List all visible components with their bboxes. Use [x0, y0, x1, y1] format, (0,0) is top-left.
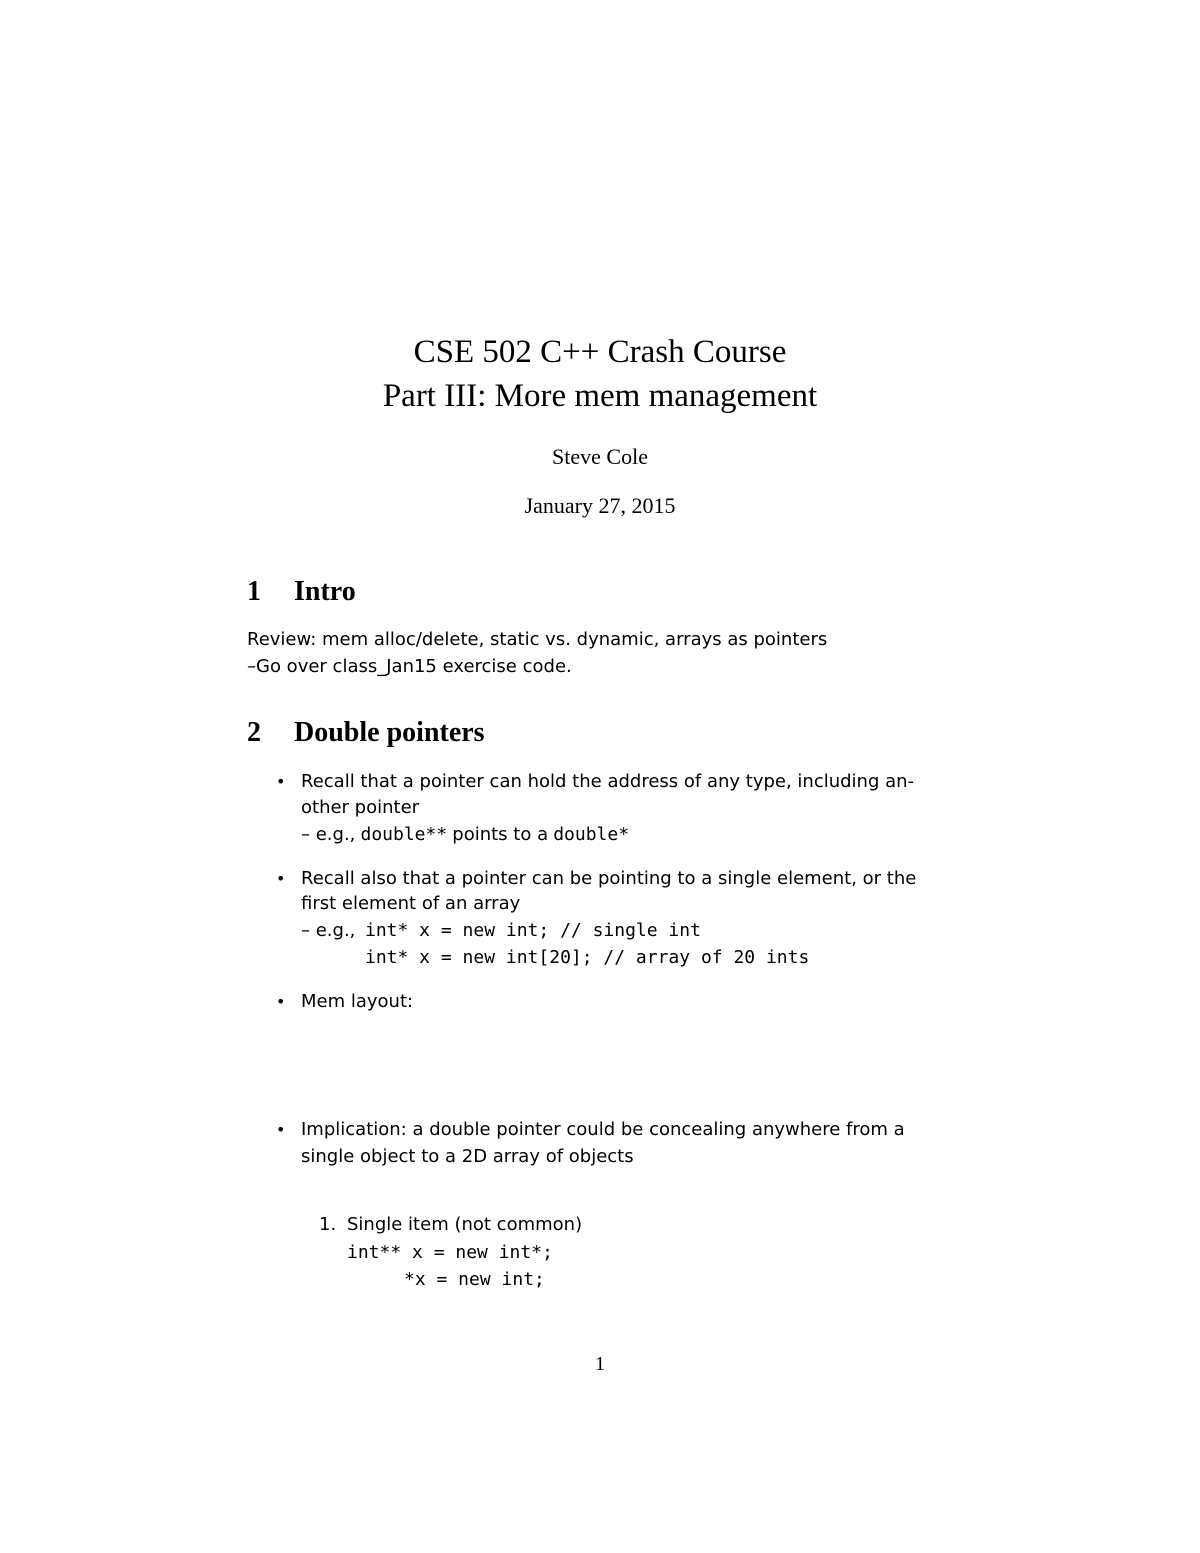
bullet-marker: •	[276, 869, 286, 888]
bullet-1-example-mid: points to a	[452, 824, 549, 845]
section-1-title: Intro	[294, 576, 356, 607]
bullet-1-line1: Recall that a pointer can hold the address of any type, including an-	[301, 771, 915, 792]
enum-1-title: Single item (not common)	[347, 1214, 583, 1235]
bullet-2-example-prefix: – e.g.,	[301, 920, 356, 941]
bullet-1-example-prefix: – e.g.,	[301, 824, 356, 845]
bullet-2-code-line2: int* x = new int[20]; // array of 20 ints	[365, 947, 810, 968]
section-1-number: 1	[247, 576, 261, 607]
bullet-2-line2: first element of an array	[301, 893, 521, 914]
page-number: 1	[595, 1353, 605, 1375]
document-title-line2: Part III: More mem management	[382, 378, 818, 414]
document-author: Steve Cole	[552, 444, 648, 469]
bullet-marker: •	[276, 1120, 286, 1139]
bullet-1-example-code1: double**	[360, 824, 448, 845]
bullet-1-example-code2: double*	[553, 824, 630, 845]
section-2-title: Double pointers	[294, 717, 485, 748]
bullet-2-code-line1: int* x = new int; // single int	[365, 920, 701, 941]
intro-exercise-line: –Go over class_Jan15 exercise code.	[247, 656, 572, 677]
intro-review-line: Review: mem alloc/delete, static vs. dynamic, arrays as pointers	[247, 629, 828, 650]
bullet-3-line1: Mem layout:	[301, 991, 414, 1012]
bullet-1-line2: other pointer	[301, 797, 420, 818]
bullet-marker: •	[276, 772, 286, 791]
bullet-1-example	[301, 822, 629, 848]
enum-1-code-line1: int** x = new int*;	[347, 1242, 553, 1263]
bullet-2-line1: Recall also that a pointer can be pointing to a single element, or the	[301, 868, 917, 889]
bullet-4-line1: Implication: a double pointer could be concealing anywhere from a	[301, 1119, 905, 1140]
document-title-line1: CSE 502 C++ Crash Course	[413, 334, 787, 370]
bullet-4-line2: single object to a 2D array of objects	[301, 1146, 634, 1167]
document-date: January 27, 2015	[524, 493, 676, 518]
bullet-marker: •	[276, 992, 286, 1011]
section-2-number: 2	[247, 717, 261, 748]
enum-1-label: 1.	[319, 1214, 337, 1235]
enum-1-code-line2: *x = new int;	[404, 1269, 545, 1290]
